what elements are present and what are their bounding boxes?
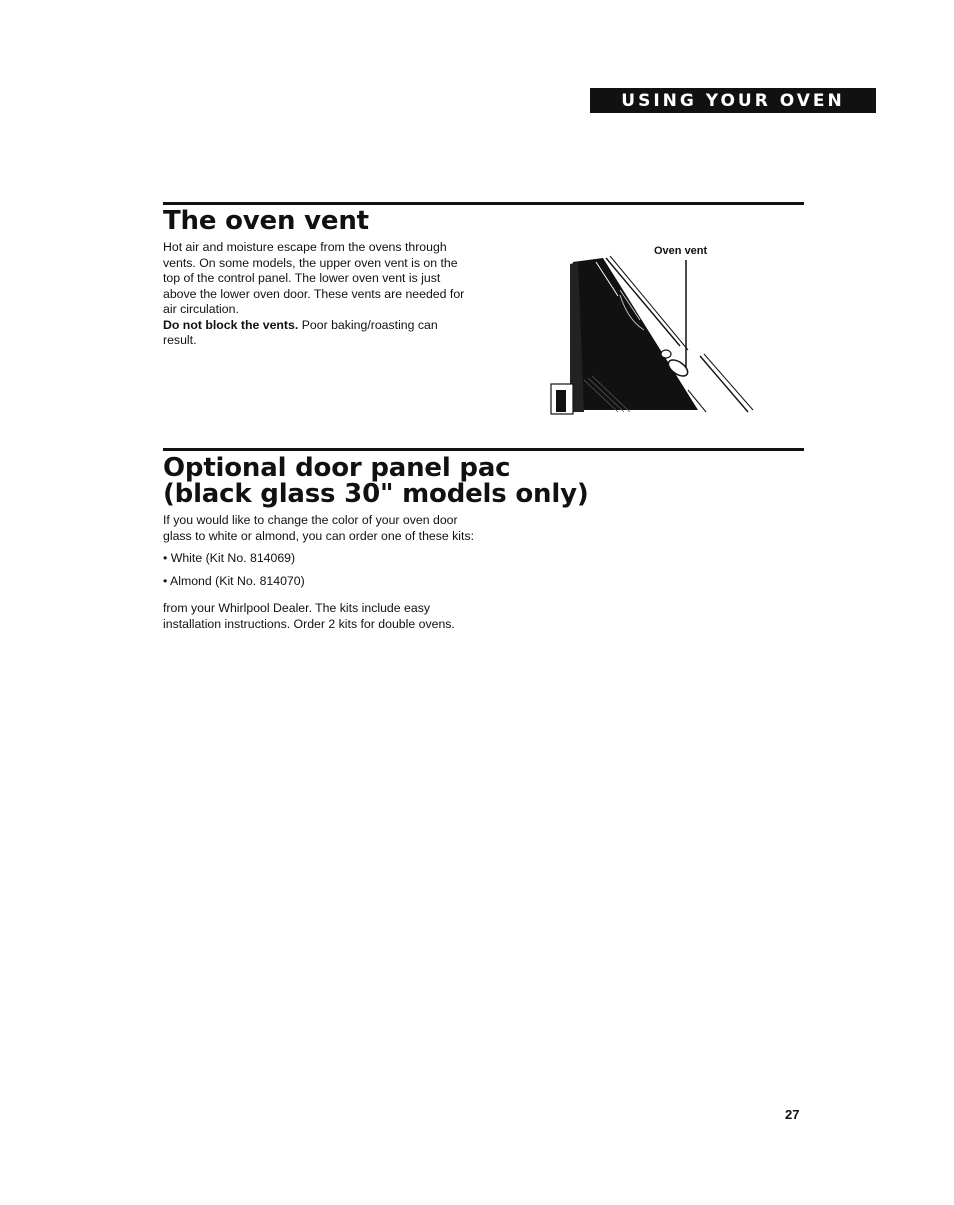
warning-rest-text: Poor baking/roasting can result.	[163, 317, 438, 347]
section-header-bar	[590, 88, 876, 113]
oven-vent-paragraph: Hot air and moisture escape from the ovens through vents. On some models, the upper oven vent is on the top of the control panel. The lower oven vent is just above the lower oven door. These vents are needed for air circulation.	[163, 240, 465, 316]
door-panel-heading	[163, 455, 589, 507]
oven-vent-warning	[163, 318, 468, 349]
door-panel-title-line2: (black glass 30" models only)	[163, 479, 589, 509]
oven-vent-body	[163, 240, 468, 349]
section-divider	[163, 202, 804, 205]
oven-vent-illustration	[548, 250, 758, 420]
warning-bold-text: Do not block the vents.	[163, 317, 299, 332]
oven-vent-heading: The oven vent	[163, 206, 369, 236]
door-panel-intro: If you would like to change the color of your oven door glass to white or almond, you can order one of these kits:	[163, 513, 475, 543]
section-divider-2	[163, 448, 804, 451]
section-label: USING YOUR OVEN	[621, 90, 845, 111]
kit-item-almond: • Almond (Kit No. 814070)	[163, 573, 305, 588]
door-panel-title-line1: Optional door panel pac	[163, 453, 511, 483]
oven-vent-figure-label: Oven vent	[654, 245, 708, 257]
page-number: 27	[785, 1107, 800, 1122]
kit-item-white: • White (Kit No. 814069)	[163, 551, 296, 565]
door-panel-outro: from your Whirlpool Dealer. The kits include easy installation instructions. Order 2 kits for double ovens.	[163, 601, 455, 631]
door-panel-body	[163, 513, 483, 632]
